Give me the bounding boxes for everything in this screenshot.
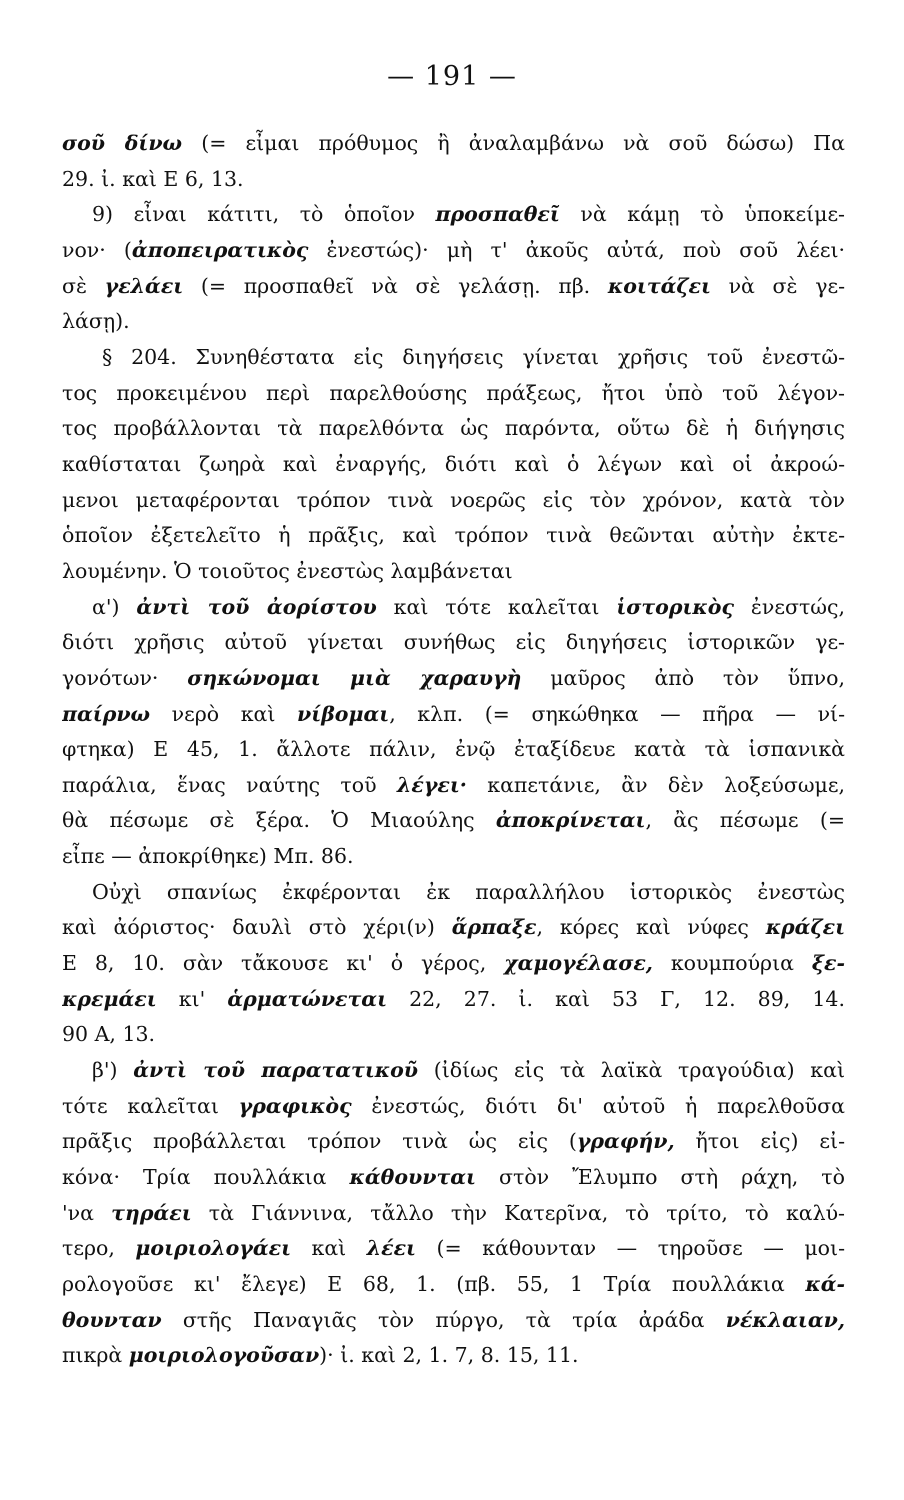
emphasized-text: μοιριολογάει — [135, 1236, 291, 1261]
text-span: α') — [92, 594, 137, 619]
text-span: μενοι μεταφέρονται τρόπον τινὰ νοερῶς εἰς τὸν χρόνον, κατὰ τὸν — [62, 487, 845, 512]
text-span: (= προσπαθεῖ νὰ σὲ γελάσῃ. πβ. — [183, 273, 608, 298]
text-line — [62, 447, 845, 483]
text-line — [62, 483, 845, 519]
emphasized-text: νέκλαιαν, — [725, 1307, 845, 1332]
emphasized-text: κοιτάζει — [607, 273, 711, 298]
text-span: καὶ τότε καλεῖται — [376, 594, 617, 619]
text-span: καπετάνιε, ἂν δὲν λοξεύσωμε, — [466, 772, 845, 797]
text-line — [62, 304, 845, 340]
text-line — [62, 518, 845, 554]
text-line — [62, 590, 845, 626]
text-span: κόνα· Τρία πουλλάκια — [62, 1165, 350, 1190]
text-line — [62, 1338, 845, 1374]
emphasized-text: χαμογέλασε, — [504, 951, 653, 976]
text-line — [62, 625, 845, 661]
text-span: Ε 8, 10. σὰν τἄκουσε κι' ὁ γέρος, — [62, 951, 505, 976]
text-line — [62, 1089, 845, 1125]
text-line — [62, 269, 845, 305]
emphasized-text: τηράει — [111, 1200, 192, 1225]
text-span: 22, 27. ἰ. καὶ 53 Γ, 12. 89, 14. — [387, 986, 845, 1011]
text-span: καὶ — [290, 1236, 367, 1261]
text-line — [62, 1196, 845, 1232]
emphasized-text: κά- — [805, 1272, 845, 1296]
emphasized-text: κάθουνται — [349, 1165, 476, 1190]
text-span: ρολογοῦσε κι' ἔλεγε) Ε 68, 1. (πβ. 55, 1 Τρία πουλλάκια — [62, 1272, 806, 1296]
text-span: 9) εἶναι κάτιτι, τὸ ὁποῖον — [92, 202, 436, 227]
emphasized-text: ἀποπειρατικὸς — [131, 237, 309, 262]
text-span: νὰ κάμῃ τὸ ὑποκείμε- — [559, 202, 845, 227]
emphasized-text: γραφήν, — [576, 1129, 675, 1154]
text-span: σὲ — [62, 273, 105, 298]
emphasized-text: ἀντὶ τοῦ παρατατικοῦ — [133, 1058, 419, 1083]
text-span: παράλια, ἕνας ναύτης τοῦ — [62, 772, 397, 797]
text-span: (ἰδίως εἰς τὰ λαϊκὰ τραγούδια) καὶ — [418, 1058, 845, 1083]
text-line — [62, 340, 845, 376]
text-span: νον· ( — [62, 237, 132, 262]
text-line — [62, 839, 845, 875]
emphasized-text: ἀντὶ τοῦ ἀορίστου — [136, 594, 377, 619]
text-line — [62, 697, 845, 733]
text-span: , κόρες καὶ νύφες — [536, 915, 766, 940]
text-span: στὸν Ἔλυμπο στὴ ράχη, τὸ — [475, 1165, 845, 1190]
text-line — [62, 1231, 845, 1267]
text-span: , ἂς πέσωμε (= — [645, 808, 845, 833]
text-span: τερο, — [62, 1236, 136, 1261]
text-line — [62, 768, 845, 804]
text-line — [62, 910, 845, 946]
emphasized-text: παίρνω — [62, 701, 151, 726]
text-span: κουμπούρια — [652, 951, 812, 976]
text-span: )· ἰ. καὶ 2, 1. 7, 8. 15, 11. — [319, 1343, 579, 1368]
text-span: 90 Α, 13. — [62, 1022, 156, 1047]
text-line — [62, 411, 845, 447]
text-line — [62, 803, 845, 839]
text-line — [62, 982, 845, 1018]
text-span: ἐνεστώς, διότι δι' αὐτοῦ ἡ παρελθοῦσα — [351, 1093, 845, 1118]
text-span: πικρὰ — [62, 1343, 129, 1368]
emphasized-text: ξε- — [811, 951, 845, 976]
text-span: νερὸ καὶ — [150, 701, 298, 726]
text-span: ἐνεστώς)· μὴ τ' ἀκοῦς αὐτά, ποὺ σοῦ λέει· — [308, 237, 845, 262]
emphasized-text: γραφικὸς — [238, 1093, 352, 1118]
text-line — [62, 946, 845, 982]
text-span: β') — [92, 1058, 134, 1083]
emphasized-text: γελάει — [104, 273, 184, 298]
emphasized-text: μοιριολογοῦσαν — [128, 1343, 320, 1368]
text-line — [62, 661, 845, 697]
text-span: νὰ σὲ γε- — [710, 273, 845, 298]
emphasized-text: ἁρματώνεται — [227, 986, 387, 1011]
text-span: (= κάθουνταν — τηροῦσε — μοι- — [415, 1236, 845, 1261]
body-text — [62, 126, 845, 1374]
text-line — [62, 1053, 845, 1089]
emphasized-text: προσπαθεῖ — [435, 202, 560, 227]
text-span: λουμένην. Ὁ τοιοῦτος ἐνεστὼς λαμβάνεται — [62, 558, 513, 583]
text-span: Οὐχὶ σπανίως ἐκφέρονται ἐκ παραλλήλου ἱστορικὸς ἐνεστὼς — [92, 879, 845, 904]
emphasized-text: κράζει — [765, 915, 845, 940]
text-span: καὶ ἀόριστος· δαυλὶ στὸ χέρι(ν) — [62, 915, 452, 940]
text-span: ἐνεστώς, — [733, 594, 845, 619]
text-span: τος προκειμένου περὶ παρελθούσης πράξεως, ἤτοι ὑπὸ τοῦ λέγον- — [62, 380, 845, 405]
text-line — [62, 233, 845, 269]
text-span: ὁποῖον ἐξετελεῖτο ἡ πρᾶξις, καὶ τρόπον τινὰ θεῶνται αὐτὴν ἐκτε- — [62, 523, 845, 548]
text-span: στῆς Παναγιᾶς τὸν πύργο, τὰ τρία ἀράδα — [161, 1307, 726, 1332]
emphasized-text: ἱστορικὸς — [616, 594, 734, 619]
text-line — [62, 376, 845, 412]
text-span: κι' — [156, 986, 228, 1011]
text-line — [62, 126, 845, 162]
text-line — [62, 1124, 845, 1160]
text-span: εἶπε — ἀποκρίθηκε) Μπ. 86. — [62, 844, 354, 869]
text-line — [62, 162, 845, 198]
emphasized-text: κρεμάει — [62, 986, 157, 1011]
page-number: — 191 — — [387, 61, 517, 92]
text-line — [62, 1267, 845, 1303]
text-span: διότι χρῆσις αὐτοῦ γίνεται συνήθως εἰς διηγήσεις ἱστορικῶν γε- — [62, 630, 845, 655]
text-line — [62, 1160, 845, 1196]
text-line — [62, 554, 845, 590]
text-line — [62, 197, 845, 233]
text-span: 'να — [62, 1200, 112, 1225]
emphasized-text: λέγει· — [396, 772, 467, 797]
emphasized-text: σηκώνομαι μιὰ χαραυγὴ — [187, 665, 522, 690]
text-span: καθίσταται ζωηρὰ καὶ ἐναργής, διότι καὶ ὁ λέγων καὶ οἱ ἀκροώ- — [62, 451, 845, 476]
text-span: ἤτοι εἰς) εἰ- — [674, 1129, 845, 1154]
text-span: τότε καλεῖται — [62, 1093, 239, 1118]
emphasized-text: ἀποκρίνεται — [495, 808, 646, 833]
text-line — [62, 1303, 845, 1339]
text-span: § 204. Συνηθέστατα εἰς διηγήσεις γίνεται χρῆσις τοῦ ἐνεστῶ- — [102, 344, 845, 369]
text-span: πρᾶξις προβάλλεται τρόπον τινὰ ὡς εἰς ( — [62, 1129, 577, 1154]
text-span: μαῦρος ἀπὸ τὸν ὕπνο, — [521, 665, 845, 690]
text-line — [62, 732, 845, 768]
text-span: θὰ πέσωμε σὲ ξέρα. Ὁ Μιαούλης — [62, 808, 496, 833]
emphasized-text: θουνταν — [62, 1307, 162, 1332]
text-span: γονότων· — [62, 665, 188, 690]
emphasized-text: σοῦ δίνω — [62, 131, 183, 155]
text-span: (= εἶμαι πρόθυμος ἢ ἀναλαμβάνω νὰ σοῦ δώσω) Πα — [182, 131, 845, 155]
text-span: τος προβάλλονται τὰ παρελθόντα ὡς παρόντα, οὕτω δὲ ἡ διήγησις — [62, 416, 845, 441]
text-span: τὰ Γιάννινα, τἄλλο τὴν Κατερῖνα, τὸ τρίτο, τὸ καλύ- — [191, 1200, 845, 1225]
text-line — [62, 875, 845, 911]
text-span: 29. ἰ. καὶ Ε 6, 13. — [62, 166, 244, 191]
emphasized-text: λέει — [366, 1236, 416, 1261]
emphasized-text: νίβομαι — [297, 701, 390, 726]
text-span: λάσῃ). — [62, 309, 130, 334]
text-line — [62, 1017, 845, 1053]
text-span: , κλπ. (= σηκώθηκα — πῆρα — νί- — [389, 701, 845, 726]
emphasized-text: ἅρπαξε — [451, 915, 537, 940]
text-span: φτηκα) Ε 45, 1. ἄλλοτε πάλιν, ἐνῷ ἐταξίδευε κατὰ τὰ ἱσπανικὰ — [62, 737, 845, 762]
